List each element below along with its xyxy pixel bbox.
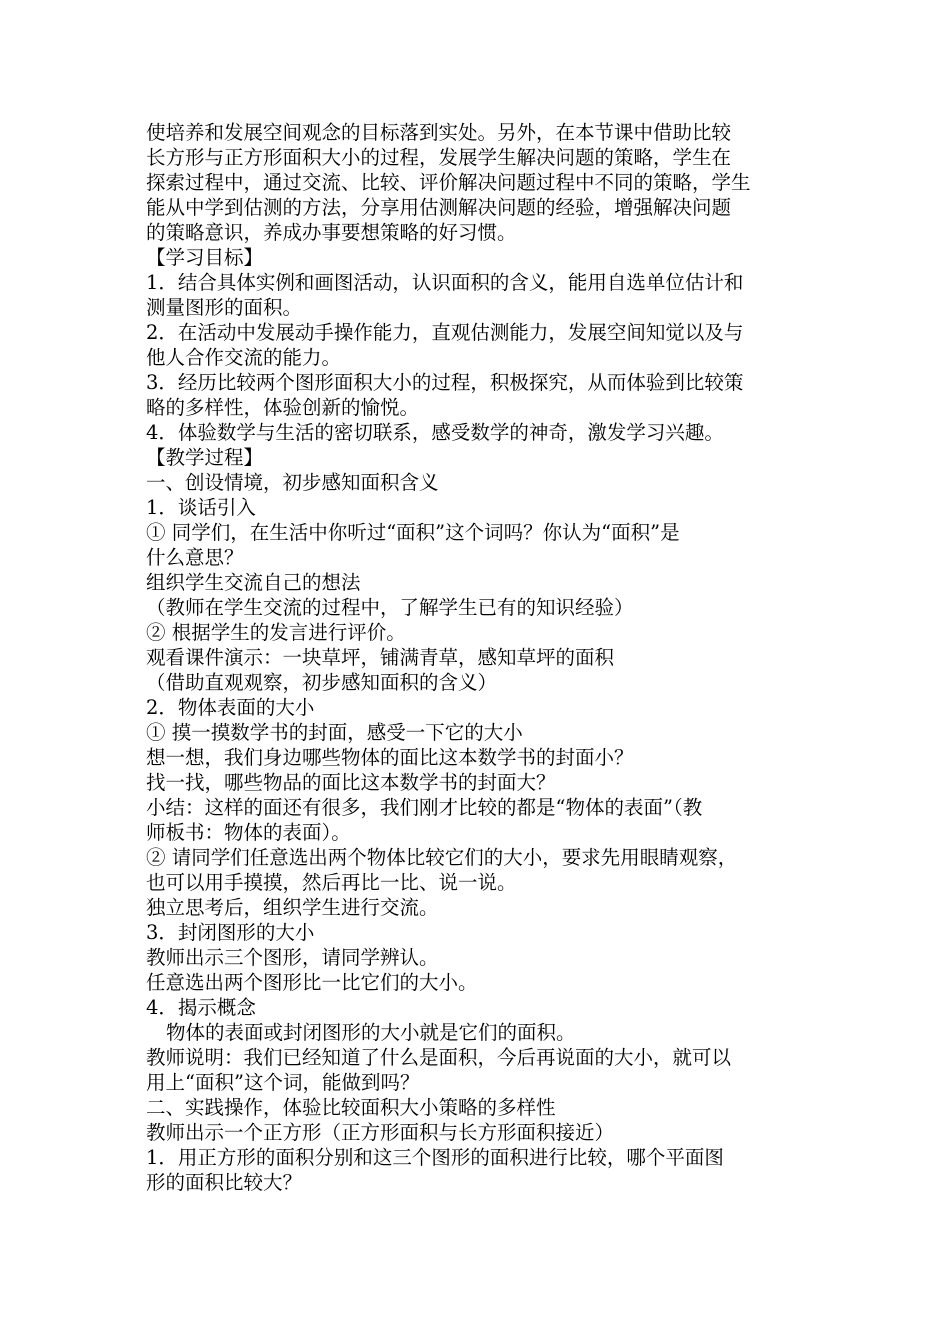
concept-definition: 物体的表面或封闭图形的大小就是它们的面积。 bbox=[166, 1021, 576, 1044]
goal-item: 2．在活动中发展动手操作能力，直观估测能力，发展空间知觉以及与 bbox=[146, 321, 744, 344]
text-line: 略的多样性，体验创新的愉悦。 bbox=[146, 396, 420, 419]
text-line: 用上“面积”这个词，能做到吗？ bbox=[146, 1071, 420, 1094]
text-line: 的策略意识，养成办事要想策略的好习惯。 bbox=[146, 221, 517, 244]
text-line: （教师在学生交流的过程中，了解学生已有的知识经验） bbox=[146, 596, 634, 619]
text-line: 观看课件演示：一块草坪，铺满青草，感知草坪的面积 bbox=[146, 646, 615, 669]
goal-item: 4．体验数学与生活的密切联系，感受数学的神奇，激发学习兴趣。 bbox=[146, 421, 724, 444]
text-line: ② 根据学生的发言进行评价。 bbox=[146, 621, 406, 644]
text-line: ① 同学们，在生活中你听过“面积”这个词吗？你认为“面积”是 bbox=[146, 521, 680, 544]
document-body bbox=[146, 120, 814, 1195]
text-line: 教师出示三个图形，请同学辨认。 bbox=[146, 946, 439, 969]
text-line: 能从中学到估测的方法，分享用估测解决问题的经验，增强解决问题 bbox=[146, 196, 732, 219]
text-line: 1．用正方形的面积分别和这三个图形的面积进行比较，哪个平面图 bbox=[146, 1146, 724, 1169]
step-heading: 3．封闭图形的大小 bbox=[146, 921, 315, 944]
text-line: 任意选出两个图形比一比它们的大小。 bbox=[146, 971, 478, 994]
text-line: 他人合作交流的能力。 bbox=[146, 346, 342, 369]
text-line: 教师出示一个正方形（正方形面积与长方形面积接近） bbox=[146, 1121, 615, 1144]
text-line: 找一找，哪些物品的面比这本数学书的封面大？ bbox=[146, 771, 556, 794]
goal-item: 1．结合具体实例和画图活动，认识面积的含义，能用自选单位估计和 bbox=[146, 271, 744, 294]
text-line: 独立思考后，组织学生进行交流。 bbox=[146, 896, 439, 919]
step-heading: 1．谈话引入 bbox=[146, 496, 256, 519]
text-line: 想一想，我们身边哪些物体的面比这本数学书的封面小？ bbox=[146, 746, 634, 769]
goal-item: 3．经历比较两个图形面积大小的过程，积极探究，从而体验到比较策 bbox=[146, 371, 744, 394]
text-line: 测量图形的面积。 bbox=[146, 296, 303, 319]
text-line: （借助直观观察，初步感知面积的含义） bbox=[146, 671, 498, 694]
text-line: 组织学生交流自己的想法 bbox=[146, 571, 361, 594]
text-line: 教师说明：我们已经知道了什么是面积，今后再说面的大小，就可以 bbox=[146, 1046, 732, 1069]
text-line: 师板书：物体的表面）。 bbox=[146, 821, 351, 844]
section-heading-teaching-process: 【教学过程】 bbox=[146, 446, 264, 469]
text-line: 小结：这样的面还有很多，我们刚才比较的都是“物体的表面”（教 bbox=[146, 796, 703, 819]
text-line: ② 请同学们任意选出两个物体比较它们的大小，要求先用眼睛观察， bbox=[146, 846, 738, 869]
text-line: 形的面积比较大？ bbox=[146, 1171, 303, 1194]
text-line: 探索过程中，通过交流、比较、评价解决问题过程中不同的策略，学生 bbox=[146, 171, 751, 194]
step-heading: 2．物体表面的大小 bbox=[146, 696, 315, 719]
section-heading-learning-goals: 【学习目标】 bbox=[146, 246, 264, 269]
step-heading: 4．揭示概念 bbox=[146, 996, 256, 1019]
text-line: ① 摸一摸数学书的封面，感受一下它的大小 bbox=[146, 721, 523, 744]
subsection-heading: 一、创设情境，初步感知面积含义 bbox=[146, 471, 439, 494]
text-line: 长方形与正方形面积大小的过程，发展学生解决问题的策略，学生在 bbox=[146, 146, 732, 169]
subsection-heading: 二、实践操作，体验比较面积大小策略的多样性 bbox=[146, 1096, 556, 1119]
text-line: 什么意思？ bbox=[146, 546, 244, 569]
text-line: 也可以用手摸摸，然后再比一比、说一说。 bbox=[146, 871, 517, 894]
text-line: 使培养和发展空间观念的目标落到实处。另外，在本节课中借助比较 bbox=[146, 121, 732, 144]
